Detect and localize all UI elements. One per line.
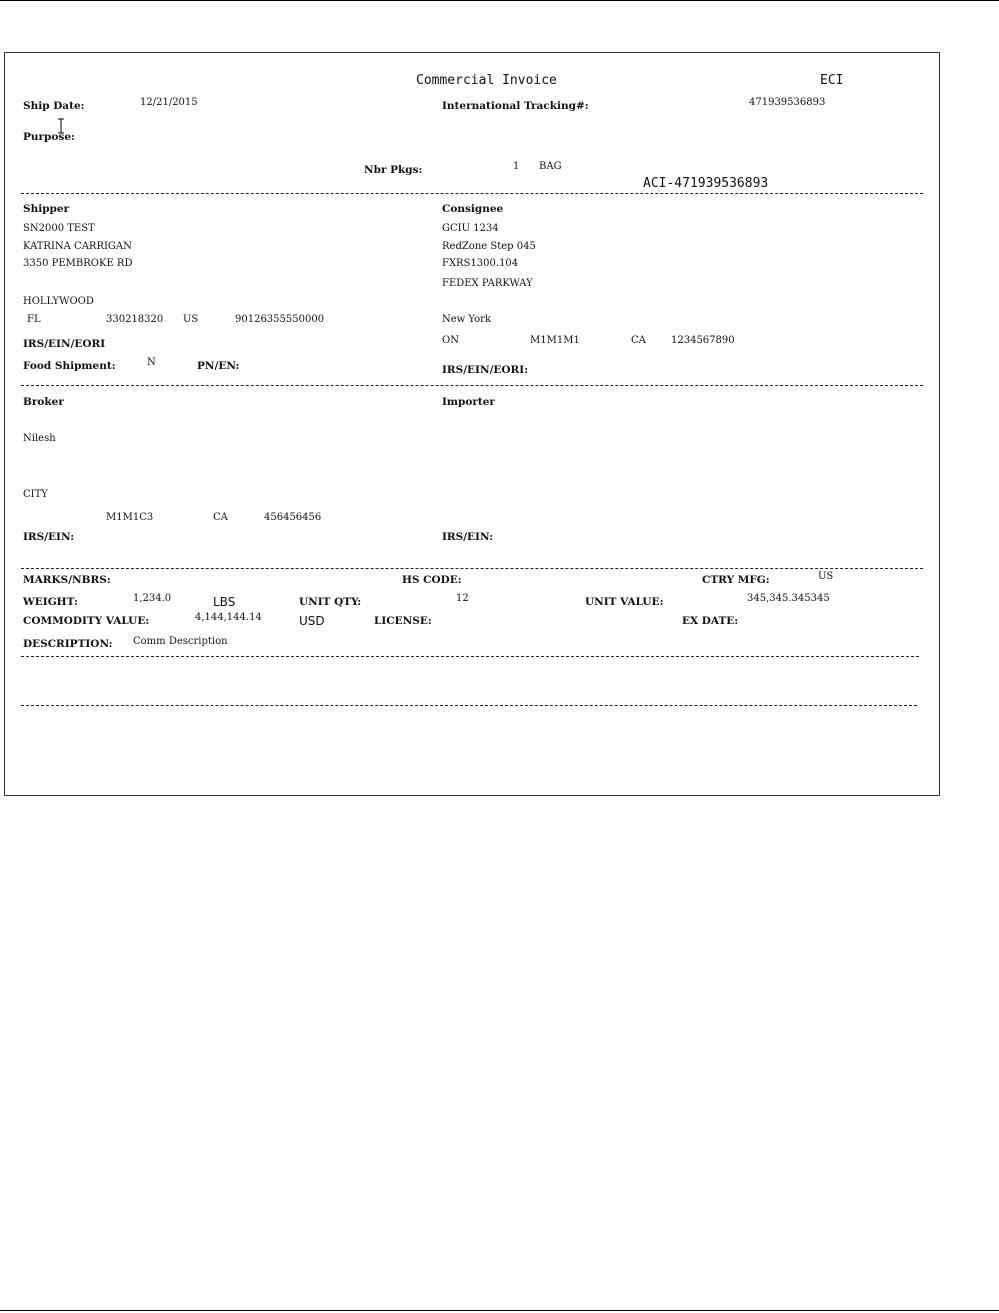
shipper-line: SN2000 TEST: [23, 223, 95, 234]
shipper-city: HOLLYWOOD: [23, 296, 94, 307]
ex-date-label: EX DATE:: [682, 615, 739, 627]
weight-unit: LBS: [213, 595, 236, 609]
description-label: DESCRIPTION:: [23, 638, 113, 650]
invoice-code: ECI: [820, 73, 844, 88]
unit-value-label: UNIT VALUE:: [585, 596, 664, 608]
ship-date-label: Ship Date:: [23, 100, 85, 112]
text-cursor-icon: [57, 118, 65, 134]
importer-tax-label: IRS/EIN:: [442, 531, 494, 543]
shipper-state: FL: [27, 314, 41, 325]
consignee-line: GCIU 1234: [442, 223, 499, 234]
food-shipment-value: N: [147, 357, 156, 368]
broker-city: CITY: [23, 489, 48, 500]
unit-value: 345,345.345345: [747, 593, 830, 604]
packages-unit: BAG: [539, 161, 562, 172]
consignee-country: CA: [631, 335, 646, 346]
marks-label: MARKS/NBRS:: [23, 574, 111, 586]
broker-country: CA: [213, 512, 228, 523]
divider-2: [21, 385, 923, 386]
importer-heading: Importer: [442, 396, 495, 408]
page-bottom-rule: [0, 1310, 999, 1311]
consignee-line: FXRS1300.104: [442, 258, 519, 269]
broker-name: Nilesh: [23, 433, 56, 444]
weight-label: WEIGHT:: [23, 596, 78, 608]
shipper-country: US: [183, 314, 199, 325]
purpose-label: Purpose:: [23, 131, 75, 143]
divider-1: [21, 193, 923, 194]
divider-4: [21, 656, 919, 657]
tracking-value: 471939536893: [749, 97, 826, 108]
aci-number: ACI-471939536893: [643, 176, 769, 191]
broker-phone: 456456456: [264, 512, 322, 523]
pn-en-label: PN/EN:: [197, 360, 240, 372]
page-top-rule: [0, 0, 999, 1]
unit-qty-label: UNIT QTY:: [299, 596, 362, 608]
food-shipment-label: Food Shipment:: [23, 360, 116, 372]
divider-3: [21, 568, 923, 569]
hs-code-label: HS CODE:: [402, 574, 462, 586]
ctry-mfg-value: US: [818, 571, 834, 582]
description-value: Comm Description: [133, 636, 228, 647]
shipper-postal: 330218320: [106, 314, 164, 325]
currency: USD: [299, 614, 325, 628]
ship-date-value: 12/21/2015: [140, 97, 198, 108]
shipper-heading: Shipper: [23, 203, 70, 215]
packages-count: 1: [513, 161, 520, 172]
shipper-line: 3350 PEMBROKE RD: [23, 258, 133, 269]
shipper-phone: 90126355550000: [235, 314, 325, 325]
invoice-frame: [4, 52, 940, 796]
shipper-line: KATRINA CARRIGAN: [23, 241, 132, 252]
consignee-city: New York: [442, 314, 491, 325]
consignee-state: ON: [442, 335, 459, 346]
consignee-phone: 1234567890: [671, 335, 735, 346]
broker-heading: Broker: [23, 396, 64, 408]
ctry-mfg-label: CTRY MFG:: [702, 574, 770, 586]
consignee-tax-label: IRS/EIN/EORI:: [442, 364, 529, 376]
unit-qty-value: 12: [456, 593, 469, 604]
consignee-postal: M1M1M1: [530, 335, 580, 346]
consignee-line: FEDEX PARKWAY: [442, 278, 533, 289]
commodity-value-label: COMMODITY VALUE:: [23, 615, 150, 627]
invoice-title: Commercial Invoice: [416, 73, 557, 88]
broker-tax-label: IRS/EIN:: [23, 531, 75, 543]
consignee-heading: Consignee: [442, 203, 504, 215]
license-label: LICENSE:: [374, 615, 432, 627]
shipper-tax-label: IRS/EIN/EORI: [23, 338, 106, 350]
weight-value: 1,234.0: [133, 593, 172, 604]
consignee-line: RedZone Step 045: [442, 241, 536, 252]
divider-5: [21, 705, 917, 706]
packages-label: Nbr Pkgs:: [364, 164, 423, 176]
tracking-label: International Tracking#:: [442, 100, 589, 112]
commodity-value: 4,144,144.14: [195, 612, 262, 623]
broker-postal: M1M1C3: [106, 512, 154, 523]
